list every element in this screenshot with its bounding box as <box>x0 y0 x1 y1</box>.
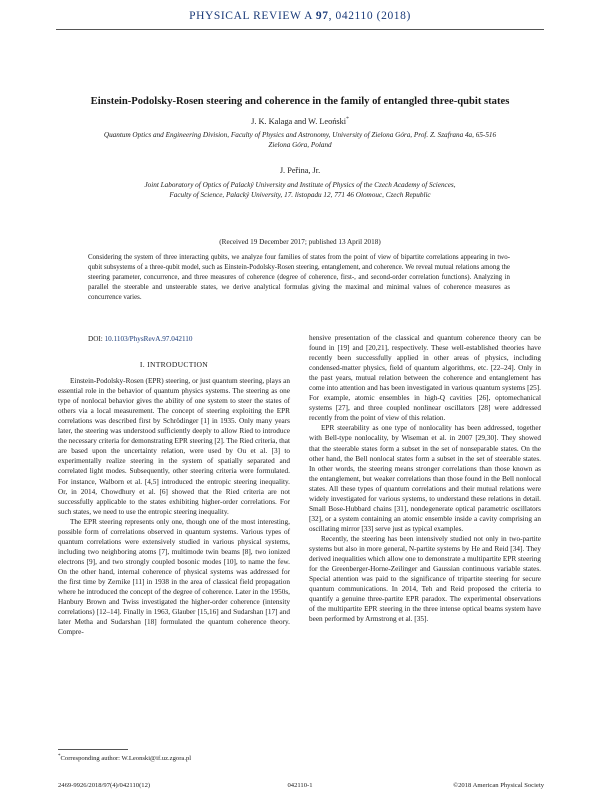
affiliation-2-line-2: Faculty of Science, Palacký University, 17. listopadu 12, 771 46 Olomouc, Czech Republic <box>169 191 431 199</box>
right-paragraph-3: Recently, the steering has been intensively studied not only in two-partite systems but also in more general, N-partite systems by He and Reid [34]. They derived inequalities which allow one to demonstrate a multipartite EPR steering for the Greenberger-Horne-Zeilinger and Gaussian continuous variable states. Special attention was paid to the significance of tripartite steering for secure quantum communications. In 2014, Teh and Reid proposed the criteria to quantify a genuine three-partite EPR paradox. The experimental observations of the multipartite EPR steering in the three intense optical beams system have been performed by Armstrong et al. [35]. <box>309 534 541 624</box>
affiliation-1-line-1: Quantum Optics and Engineering Division, Faculty of Physics and Astronomy, University of Zielona Góra, Prof. Z. Szafrana 4a, 65-516 <box>103 131 497 139</box>
right-column <box>309 333 541 624</box>
right-paragraph-2: EPR steerability as one type of nonlocality has been addressed, together with Bell-type nonlocality, by Wiseman et al. in 2007 [29,30]. They showed that the steerable states form a subset in the set of nonseparable states. On the other hand, the Bell nonlocal states form a subset in the set of steerable states. In other words, the steering means stronger correlations than those known as the entanglement, but weaker correlations than those found in the Bell nonlocal states. All these types of quantum correlations and their mutual relations were widely investigated for various systems, to understand these relations in detail. Small Bose-Hubbard chains [31], nondegenerate optical parametric oscillators [32], or a system containing an atomic ensemble inside a cavity comprising an oscillating mirror [33] serve just as typical examples. <box>309 424 541 533</box>
received-dates: (Received 19 December 2017; published 13 April 2018) <box>219 238 381 246</box>
left-column <box>58 360 290 637</box>
journal-volume: 97 <box>315 10 329 22</box>
doi-link[interactable]: 10.1103/PhysRevA.97.042110 <box>104 335 193 343</box>
affiliation-1 <box>40 130 560 150</box>
doi-label: DOI: <box>88 335 103 343</box>
authors-names-2: J. Peřina, Jr. <box>279 166 321 175</box>
journal-name: PHYSICAL REVIEW A <box>189 10 313 22</box>
authors-group-2 <box>40 166 560 175</box>
right-paragraph-1: hensive presentation of the classical and quantum coherence theory can be found in [19] and [20,21], respectively. These well-established theories have recently been successfully applied in other areas of physics, including condensed-matter physics, field of quantum algorithms, etc. [22–24]. Only in the past years, mutual relation between the coherence and entanglement has come into attention and has been investigated in various quantum systems [25]. For example, atomic ensembles in high-Q cavities [26], optomechanical systems [27], and three coupled nonlinear oscillators [28] were addressed recently from the point of view of this relation. <box>309 334 541 423</box>
doi-line <box>88 335 193 343</box>
footer-issn: 2469-9926/2018/97(4)/042110(12) <box>58 782 151 789</box>
affiliation-1-line-2: Zielona Góra, Poland <box>268 141 332 149</box>
journal-header <box>0 10 600 22</box>
footnote-rule <box>58 749 128 750</box>
authors-names-1: J. K. Kalaga and W. Leoński <box>251 116 347 126</box>
left-paragraph-1: Einstein-Podolsky-Rosen (EPR) steering, or just quantum steering, plays an essential role in the behavior of quantum physics systems. The steering as one type of nonlocal behavior gives the ability of one system to steer the states of others via a local measurement. The concept of steering exploiting the EPR correlations was described first by Schrödinger [1] in 1935. Only many years later, the steering was understood sufficiently deeply to allow Ried to introduce the necessary criteria for demonstrating EPR steering [2]. The Ried criteria, that are based upon the uncertainty relation, were used by Ou et al. [3] to experimentally realize steering in the system of spatially separated and correlated light modes. Subsequently, other steering criteria were formulated. For instance, Walborn et al. [4,5] introduced the entropic steering inequality. Or, in 2014, Chowdhury et al. [6] showed that the Ried criteria are not successfully applicable to the states exhibiting higher-order correlations. For such states, we need to use the entropic steering inequality. <box>58 377 290 516</box>
header-rule <box>56 29 544 30</box>
authors-group-1 <box>40 116 560 126</box>
footnote <box>58 754 191 762</box>
corresponding-author-mark: * <box>346 116 349 122</box>
abstract: Considering the system of three interacting qubits, we analyze four families of states from the point of view of bipartite correlations appearing in two-qubit subsystems of a three-qubit model, such as Einstein-Podolsky-Rosen steering, entanglement, and coherence. We reveal mutual relations among the steering parameter, concurrence, and three measures of coherence (degree of coherence, first-, and second-order correlation functions). Analyzing in parallel the steerable and unsteerable states, we derive analytical formulas giving the maximal and minimal values of coherence measures as concurrence varies. <box>88 254 510 302</box>
footer-copyright: ©2018 American Physical Society <box>453 782 544 789</box>
section-title-introduction: I. INTRODUCTION <box>139 360 209 369</box>
footer-page-number: 042110-1 <box>287 782 313 789</box>
left-paragraph-2: The EPR steering represents only one, though one of the most interesting, possible form of correlations observed in quantum systems. Various types of quantum correlations were extensively studied in various physical systems, including two neighboring atoms [7], multimode twin beams [8], two ionized electrons [9], and two strongly coupled bosonic modes [10], to name the few. On the other hand, internal coherence of physical systems was addressed for the first time by Zernike [11] in 1938 in the area of classical field propagation where he introduced the concept of the degree of coherence. Later in the 1950s, Hanbury Brown and Twiss investigated the higher-order coherence (intensity correlations) [12–14]. Finally in 1963, Glauber [15,16] and Sudarshan [17] and later Metha and Sudarshan [18] formulated the quantum coherence theory. Compre- <box>58 517 290 637</box>
affiliation-2 <box>40 180 560 200</box>
footnote-mark: * <box>58 754 61 759</box>
paper-title: Einstein-Podolsky-Rosen steering and coherence in the family of entangled three-qubit states <box>90 96 510 107</box>
journal-article-number: , 042110 (2018) <box>328 10 411 22</box>
footnote-text: Corresponding author: W.Leonski@if.uz.zgora.pl <box>60 755 192 763</box>
affiliation-2-line-1: Joint Laboratory of Optics of Palacký University and Institute of Physics of the Czech Academy of Sciences, <box>144 181 456 189</box>
